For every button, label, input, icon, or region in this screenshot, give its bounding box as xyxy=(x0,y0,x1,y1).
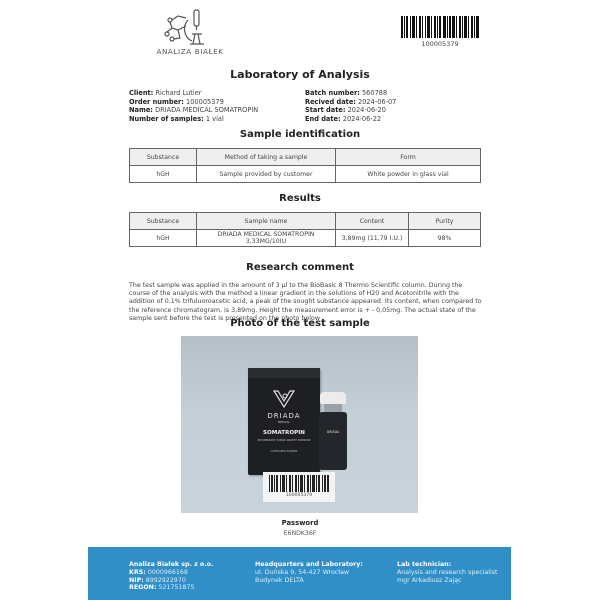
headquarters-info: Headquarters and Laboratory: ul. Duńska 9, 54-427 Wrocław Budynek DELTA xyxy=(255,561,363,584)
page-title: Laboratory of Analysis xyxy=(230,68,370,81)
name-row: Name: DRIADA MEDICAL SOMATROPIN xyxy=(129,106,259,115)
order-number-row: Order number: 100005379 xyxy=(129,97,224,106)
results-table xyxy=(129,212,481,247)
column-header: Content xyxy=(336,213,409,230)
sample-identification-heading: Sample identification xyxy=(239,129,361,140)
order-details-right xyxy=(305,89,396,123)
box-brand: DRIADA xyxy=(267,412,301,420)
column-header: Form xyxy=(336,149,481,166)
box-product-name: SOMATROPIN xyxy=(263,430,305,436)
column-header: Sample name xyxy=(197,213,336,230)
lab-technician-info: Lab technician: Analysis and research specialist mgr Arkadiusz Zając xyxy=(397,561,498,584)
start-date-row: Start date: 2024-06-20 xyxy=(305,106,386,115)
box-description: RECOMBINANT HUMAN GROWTH HORMONE xyxy=(257,439,311,442)
box-form: LYOPHILIZED POWDER xyxy=(270,450,298,453)
driada-logo-icon xyxy=(273,390,295,408)
research-comment-text: The test sample was applied in the amount of 3 µl to the BioBasic 8 Thermo Scientific column. During the course of the analysis with the method a linear gradient in the solutions of H20 and Acetonitrile with the addition of 0.1% trifuluoroacetic acid, a peak of the sought substance appeared. Its content, when compared to the reference chromatogram, is 3,89mg. Height the measurement error is + - 0,05mg. The actual state of the sample sent before the test is presented on the photo below xyxy=(129,282,482,322)
table-header-row xyxy=(130,149,481,166)
company-logo xyxy=(140,8,240,60)
sample-identification-table xyxy=(129,148,481,183)
barcode-number: 100005379 xyxy=(421,40,459,48)
vial xyxy=(318,392,348,470)
received-date-row: Recived date: 2024-06-07 xyxy=(305,97,397,106)
table-cell: DRIADA MEDICAL SOMATROPIN 3,33MG/10IU xyxy=(197,230,336,247)
table-cell: White powder in glass vial xyxy=(336,166,481,183)
box-sub: MEDICAL xyxy=(278,421,290,424)
password-value: E6NDK36F xyxy=(283,530,317,537)
logo-text: ANALIZA BIAŁEK xyxy=(156,47,224,56)
table-header-row xyxy=(130,213,481,230)
column-header: Purity xyxy=(409,213,481,230)
photo-heading: Photo of the test sample xyxy=(230,318,370,329)
password-label: Password xyxy=(281,519,319,527)
footer xyxy=(88,547,511,600)
table-cell: 98% xyxy=(409,230,481,247)
barcode-icon xyxy=(401,16,479,38)
company-info: Analiza Białek sp. z o.o. KRS: 0000966168 NIP: 8992922970 REGON: 521751875 xyxy=(129,561,214,592)
vial-label: DRIADA xyxy=(326,430,340,434)
client-row: Client: Richard Lutier xyxy=(129,89,202,97)
sticker-barcode-icon xyxy=(269,475,329,492)
column-header: Method of taking a sample xyxy=(197,149,336,166)
barcode-sticker xyxy=(263,472,335,502)
table-cell: hGH xyxy=(130,230,197,247)
end-date-row: End date: 2024-06-22 xyxy=(305,114,382,123)
samples-row: Number of samples: 1 vial xyxy=(129,114,224,123)
table-row xyxy=(130,166,481,183)
column-header: Substance xyxy=(130,149,197,166)
research-comment-heading: Research comment xyxy=(246,262,354,273)
table-cell: Sample provided by customer xyxy=(197,166,336,183)
test-sample-photo xyxy=(181,336,418,513)
table-row xyxy=(130,230,481,247)
column-header: Substance xyxy=(130,213,197,230)
table-cell: hGH xyxy=(130,166,197,183)
batch-row: Batch number: 560788 xyxy=(305,89,388,97)
lab-molecule-microscope-icon xyxy=(160,8,220,46)
results-heading: Results xyxy=(279,193,321,204)
order-details-left xyxy=(129,89,258,123)
table-cell: 3,89mg (11,79 I.U.) xyxy=(336,230,409,247)
sticker-number: 100005379 xyxy=(285,493,313,498)
product-box xyxy=(248,368,320,475)
